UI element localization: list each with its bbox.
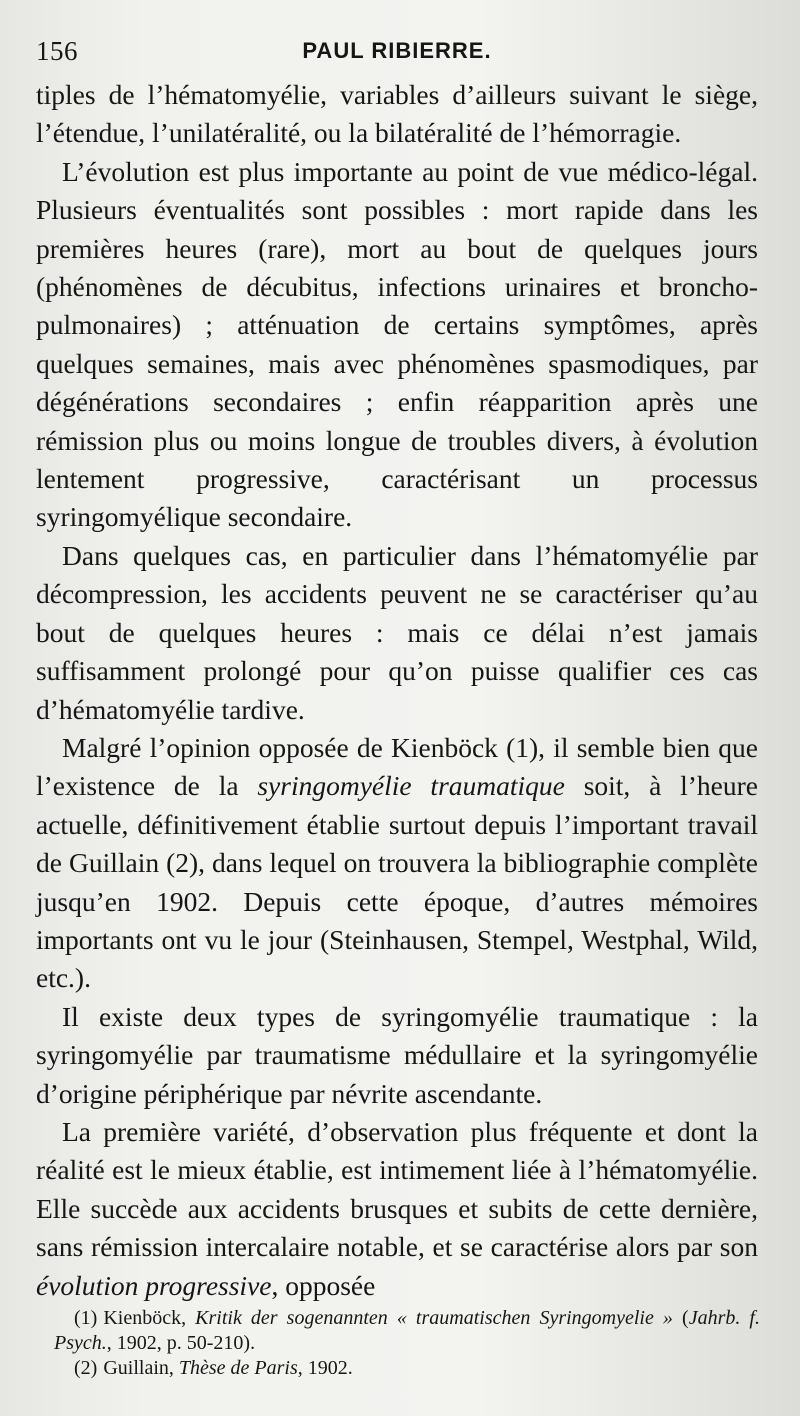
text-run: Malgré l’opinion opposée de Kienböck (1), il semble bien que l’existence de la bbox=[36, 731, 758, 802]
paragraph bbox=[36, 153, 758, 537]
text-run: L’évolution est plus importante au point de vue médico-légal. Plusieurs éventualités sont possibles : mort rapide dans les premières heures (rare), mort au bout de quelques jours (phénomènes de décubitus, infections urinaires et broncho-pulmonaires) ; atténuation de certains symptômes, après quelques semaines, mais avec phénomènes spasmodiques, par dégénérations secondaires ; enfin réapparition après une rémission plus ou moins longue de troubles divers, à évolution lentement progressive, caractérisant un processus syringomyélique secondaire. bbox=[36, 155, 758, 533]
paragraph bbox=[36, 1113, 758, 1305]
text-run: , 1902. bbox=[297, 1357, 353, 1379]
text-run: Il existe deux types de syringomyélie traumatique : la syringomyélie par traumatisme médullaire et la syringomyélie d’origine périphérique par névrite ascendante. bbox=[36, 1000, 758, 1109]
text-run: , opposée bbox=[271, 1269, 376, 1301]
body-text bbox=[36, 76, 758, 1305]
text-run: Dans quelques cas, en particulier dans l’hématomyélie par décompression, les accidents peuvent ne se caractériser qu’au bout de quelques heures : mais ce délai n’est jamais suffisamment prolongé pour qu’on puisse qualifier ces cas d’hématomyélie tardive. bbox=[36, 539, 758, 725]
italic-text: syringomyélie traumatique bbox=[257, 770, 565, 802]
paragraph bbox=[36, 537, 758, 729]
italic-text: Kritik der sogenannten « traumatischen Syringomyelie » bbox=[195, 1307, 673, 1329]
footnotes bbox=[54, 1306, 760, 1381]
text-run: , 1902, p. 50-210). bbox=[106, 1332, 256, 1354]
italic-text: évolution progressive bbox=[36, 1269, 272, 1301]
text-run: Guillain, bbox=[103, 1357, 179, 1379]
text-run: soit, à l’heure actuelle, définitivement établie surtout depuis l’important travail de Guillain (2), dans lequel on trouvera la bibliographie complète jusqu’en 1902. Depuis cette époque, d’autres mémoires importants ont vu le jour (Steinhausen, Stempel, Westphal, Wild, etc.). bbox=[36, 770, 759, 994]
paragraph bbox=[36, 729, 758, 998]
paragraph bbox=[36, 76, 758, 153]
text-run: tiples de l’hématomyélie, variables d’ailleurs suivant le siège, l’étendue, l’unilatéralité, ou la bilatéralité de l’hémorragie. bbox=[36, 79, 758, 149]
footnote-mark: (2) bbox=[74, 1357, 98, 1379]
paragraph bbox=[36, 998, 758, 1113]
footnote bbox=[54, 1356, 760, 1381]
footnote bbox=[54, 1306, 760, 1356]
running-title: PAUL RIBIERRE. bbox=[302, 38, 492, 63]
italic-text: Thèse de Paris bbox=[178, 1357, 298, 1379]
italic-text: Jahrb. f. Psych. bbox=[54, 1307, 760, 1354]
page-number: 156 bbox=[36, 36, 78, 66]
footnote-mark: (1) bbox=[74, 1307, 98, 1329]
text-run: Kienböck, bbox=[103, 1307, 196, 1329]
text-run: La première variété, d’observation plus fréquente et dont la réalité est le mieux établie, est intimement liée à l’hématomyélie. Elle succède aux accidents brusques et subits de cette dernière, sans rémission intercalaire notable, et se caractérise alors par son bbox=[36, 1115, 758, 1263]
text-run: ( bbox=[672, 1307, 689, 1329]
running-head bbox=[36, 36, 758, 76]
